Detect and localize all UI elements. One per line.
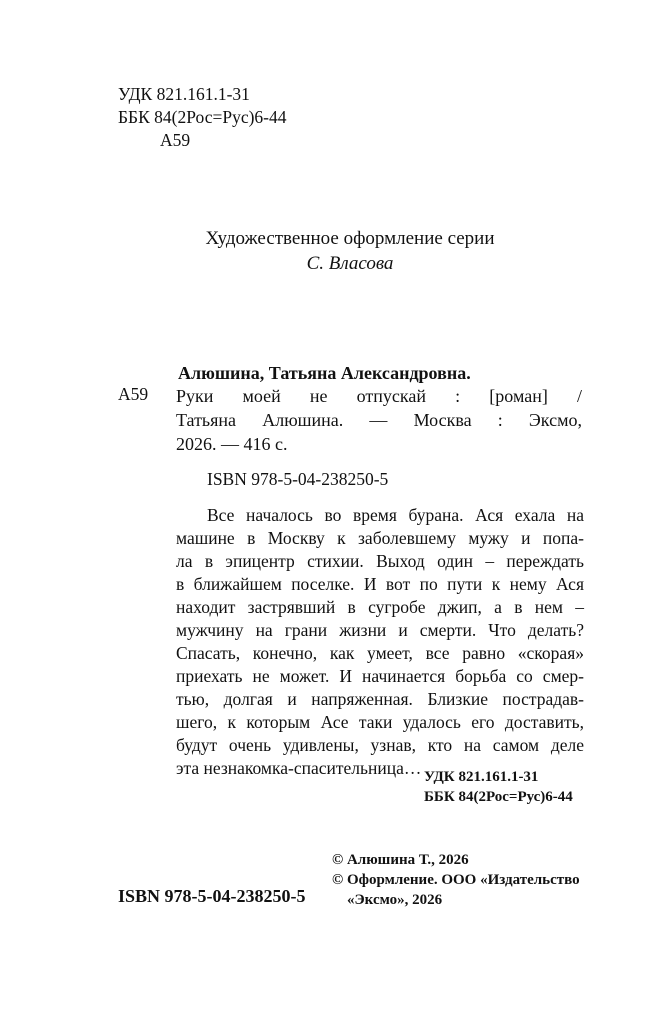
card-title-line: Татьяна Алюшина. — Москва : Эксмо, — [176, 410, 582, 430]
author-mark-top: А59 — [160, 130, 191, 150]
annotation-line: Спасать, конечно, как умеет, все равно «скорая» — [176, 643, 584, 663]
card-title-line: Руки моей не отпускай : [роман] / — [176, 386, 582, 406]
card-udk: УДК 821.161.1-31 — [424, 769, 539, 785]
copyright-author: © Алюшина Т., 2026 — [332, 852, 469, 868]
card-isbn: ISBN 978-5-04-238250-5 — [207, 469, 389, 489]
annotation-line: будут очень удивлены, узнав, кто на самом деле — [176, 735, 584, 755]
annotation-line: шего, к которым Асе таки удалось его доставить, — [176, 712, 584, 732]
annotation-line: в ближайшем поселке. И вот по пути к нему Ася — [176, 574, 584, 594]
author-mark-card: А59 — [118, 384, 149, 404]
card-title-line: 2026. — 416 с. — [176, 434, 288, 454]
card-bbk: ББК 84(2Рос=Рус)6-44 — [424, 789, 573, 805]
annotation-line: приехать не может. И начинается борьба со смер- — [176, 666, 584, 686]
annotation-line: Все началось во время бурана. Ася ехала на — [207, 505, 584, 525]
annotation-line: эта незнакомка-спасительница… — [176, 758, 422, 778]
annotation-line: тью, долгая и напряженная. Близкие пострадав- — [176, 689, 584, 709]
copyright-design-cont: «Эксмо», 2026 — [347, 892, 443, 908]
bbk-code-top: ББК 84(2Рос=Рус)6-44 — [118, 107, 287, 127]
design-credit-label: Художественное оформление серии — [205, 228, 495, 249]
udk-code-top: УДК 821.161.1-31 — [118, 84, 250, 104]
annotation-line: находит застрявший в сугробе джип, а в нем – — [176, 597, 584, 617]
design-credit-name: С. Власова — [306, 253, 394, 274]
annotation-line: ла в эпицентр стихии. Выход один – переждать — [176, 551, 584, 571]
annotation-line: мужчину на грани жизни и смерти. Что делать? — [176, 620, 584, 640]
copyright-design: © Оформление. ООО «Издательство — [332, 872, 580, 888]
card-author: Алюшина, Татьяна Александровна. — [178, 363, 471, 383]
footer-isbn: ISBN 978-5-04-238250-5 — [118, 886, 306, 906]
annotation-line: машине в Москву к заболевшему мужу и попа- — [176, 528, 584, 548]
